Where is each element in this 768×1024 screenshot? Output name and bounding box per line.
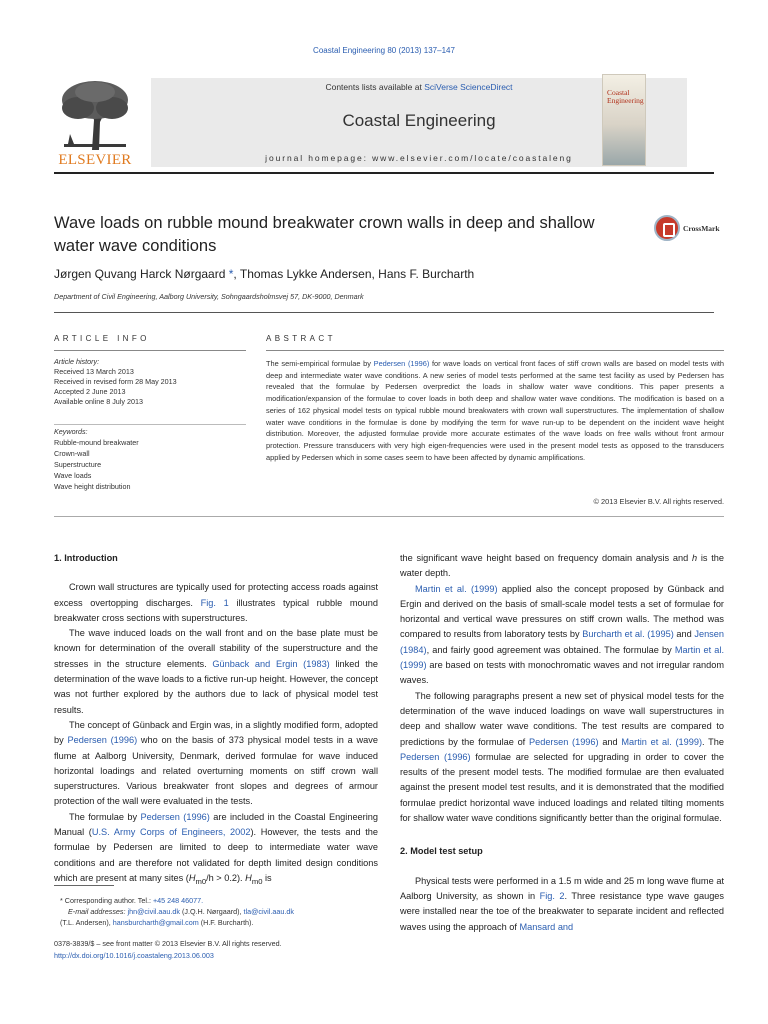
paragraph bbox=[400, 689, 724, 827]
copyright: © 2013 Elsevier B.V. All rights reserved. bbox=[593, 497, 724, 506]
text: . The bbox=[702, 736, 724, 747]
ref-link[interactable]: Pedersen (1996) bbox=[400, 751, 471, 762]
paragraph bbox=[54, 810, 378, 889]
text: (J.Q.H. Nørgaard), bbox=[179, 907, 244, 916]
footnote-line bbox=[54, 895, 378, 906]
text: Physical tests were performed in a 1.5 m wide and 25 m long wave flume at Aalborg University, as shown in bbox=[400, 875, 724, 901]
crossmark-button[interactable] bbox=[654, 215, 724, 245]
ref-link[interactable]: Günback and Ergin (1983) bbox=[212, 658, 330, 669]
text: and bbox=[598, 736, 622, 747]
history-item: Available online 8 July 2013 bbox=[54, 397, 143, 406]
crossmark-icon bbox=[654, 215, 680, 241]
phone-link[interactable]: +45 248 46077. bbox=[152, 896, 204, 905]
text: The following paragraphs present a new set of physical model tests for the determination of the wave induced loadings on wave wall superstructures in deep and shallow water wave conditions. The test results are compared to predictions by the formulae of bbox=[400, 690, 724, 747]
math: H bbox=[188, 872, 196, 883]
text: Crown wall structures are typically used for protecting access roads against excess overtopping discharges. bbox=[54, 582, 378, 608]
text: are included in the Coastal Engineering Manual ( bbox=[54, 811, 378, 838]
figure-link[interactable]: Fig. 2 bbox=[539, 890, 565, 901]
ref-link[interactable]: Pedersen (1996) bbox=[140, 811, 210, 822]
corresponding-author-link[interactable]: * bbox=[228, 267, 234, 281]
text: . Three resistance type wave gauges were installed near the toe of the breakwater to separate incident and reflected waves using the approach of bbox=[400, 890, 725, 932]
text: are based on tests with monochromatic waves and not irregular random waves. bbox=[400, 660, 724, 686]
ref-link[interactable]: Mansard and bbox=[519, 921, 574, 932]
math-sub: m0 bbox=[195, 876, 207, 886]
figure-link[interactable]: Fig. 1 bbox=[200, 597, 229, 608]
math: h bbox=[691, 553, 698, 563]
article-history bbox=[54, 357, 246, 407]
text: applied also the concept proposed by Günback and Ergin and derived on the basis of small-scale model tests a set of formulae for horizontal and vertical wave pressures on stiff crown walls. The method was compared to results from laboratory tests by bbox=[400, 583, 724, 640]
keywords bbox=[54, 426, 246, 492]
text: formulae are selected for upgrading in order to cover the results of the present model tests. The modified formulae are then evaluated against the present model test results, and it is demonstrated that the modified formulae predict horizontal wave induced loadings and related tilting moments for shallow water wave conditions significantly better than the original formulae. bbox=[400, 751, 724, 824]
contents-prefix: Contents lists available at bbox=[325, 82, 425, 92]
body-column-right bbox=[400, 551, 724, 935]
text: ). However, the tests and the formulae by Pedersen are limited to deep to intermediate water wave conditions and are therefore not validated for depth limited design conditions which are present at many sites ( bbox=[54, 827, 378, 883]
keyword: Rubble-mound breakwater bbox=[54, 438, 139, 447]
text: The concept of Günback and Ergin was, in a slightly modified form, adopted by bbox=[54, 719, 378, 746]
paragraph bbox=[54, 580, 378, 626]
ref-link[interactable]: Pedersen (1996) bbox=[528, 736, 599, 747]
crossmark-label: CrossMark bbox=[683, 224, 720, 233]
abstract-text bbox=[266, 358, 724, 463]
abstract-text-part: for wave loads on vertical front faces of stiff crown walls are based on model tests with deep and intermediate water wave conditions. A new series of model tests performed at the same test facility as used by Pedersen has revealed that the formulae by Pedersen overpredict the loads in shallow water wave conditions. This paper presents a modification/expansion of the formulae to cover loads in both deep and shallow water wave conditions. The modification is based on a series of 162 physical model tests on typical rubble mound breakwaters with crown wall superstructures. The implementation of shallow water wave conditions in the formulae is done by modifying the term for wave run-up to be dependent on the incident wave height distribution. Moreover, the adjusted formulae provide more accurate estimates of the wave loads on free walls without front armour protection. Pressure transducers with very high eigen-frequencies were used in the present model tests as opposed to the transducers applied by Pedersen which in some cases seem to have been affected by dynamic amplifications. bbox=[266, 359, 725, 462]
text: (T.L. Andersen), bbox=[60, 918, 113, 927]
elsevier-logo bbox=[54, 78, 136, 167]
text: is the water depth. bbox=[400, 553, 725, 579]
text: the significant wave height based on frequency domain analysis and bbox=[400, 553, 692, 563]
text: and bbox=[673, 629, 695, 640]
authors-rest: , Thomas Lykke Andersen, Hans F. Burcharth bbox=[233, 267, 475, 281]
abstract-text-part: The semi-empirical formulae by bbox=[266, 359, 374, 368]
footnote-rule bbox=[54, 885, 114, 886]
ref-link[interactable]: Jensen (1984) bbox=[400, 629, 724, 655]
ref-link[interactable]: Martin et al. (1999) bbox=[400, 644, 724, 671]
text: is bbox=[262, 872, 272, 883]
journal-homepage[interactable]: journal homepage: www.elsevier.com/locate/coastaleng bbox=[265, 153, 573, 163]
text: The formulae by bbox=[69, 811, 141, 822]
citation-link[interactable]: Coastal Engineering 80 (2013) 137–147 bbox=[313, 46, 455, 55]
divider bbox=[54, 516, 724, 517]
body-column-left bbox=[54, 551, 378, 889]
paragraph bbox=[54, 626, 378, 718]
section-heading: 1. Introduction bbox=[54, 553, 118, 563]
journal-title: Coastal Engineering bbox=[342, 111, 496, 130]
author-1: Jørgen Quvang Harck Nørgaard bbox=[54, 267, 226, 281]
math-sub: m0 bbox=[251, 876, 263, 886]
keyword: Wave height distribution bbox=[54, 482, 131, 491]
paragraph bbox=[400, 551, 724, 582]
divider bbox=[54, 350, 246, 351]
ref-link[interactable]: Pedersen (1996) bbox=[373, 359, 430, 368]
history-label: Article history: bbox=[54, 357, 100, 366]
authors bbox=[54, 267, 474, 281]
text: Corresponding author. Tel.: bbox=[62, 896, 153, 905]
text: , and fairly good agreement was obtained. The formulae by bbox=[426, 644, 675, 655]
paragraph bbox=[400, 582, 724, 689]
paragraph bbox=[400, 874, 724, 935]
front-matter bbox=[54, 938, 394, 962]
issn-line: 0378-3839/$ – see front matter © 2013 Elsevier B.V. All rights reserved. bbox=[54, 939, 282, 948]
tree-icon bbox=[54, 78, 136, 152]
footnote-line bbox=[54, 906, 378, 917]
email-link[interactable]: tla@civil.aau.dk bbox=[243, 907, 294, 916]
keyword: Wave loads bbox=[54, 471, 92, 480]
ref-link[interactable]: Burcharth et al. (1995) bbox=[582, 629, 674, 640]
publisher-name: ELSEVIER bbox=[58, 152, 132, 168]
keyword: Crown-wall bbox=[54, 449, 90, 458]
paragraph bbox=[54, 718, 378, 810]
text: The wave induced loads on the wall front and on the base plate must be known for determination of the overall stability of the superstructure and the stresses in the structure elements. bbox=[54, 628, 378, 669]
footnote bbox=[54, 895, 378, 928]
text: E-mail addresses: bbox=[68, 907, 128, 916]
header-rule bbox=[54, 172, 714, 174]
article-info-heading: ARTICLE INFO bbox=[54, 334, 150, 343]
history-item: Accepted 2 June 2013 bbox=[54, 387, 126, 396]
math: H bbox=[245, 872, 252, 883]
affiliation: Department of Civil Engineering, Aalborg University, Sohngaardsholmsvej 57, DK-9000, Denmark bbox=[54, 292, 364, 301]
text: linked the determination of the wave loads to a fictive run-up height. However, the concept was not further explored by the authors due to lack of physical model test results. bbox=[54, 658, 378, 715]
ref-link[interactable]: Martin et al. (1999) bbox=[621, 736, 703, 747]
keywords-label: Keywords: bbox=[54, 427, 88, 436]
section-heading: 2. Model test setup bbox=[400, 846, 483, 857]
email-link[interactable]: jhn@civil.aau.dk bbox=[127, 907, 180, 916]
footnote-line bbox=[54, 917, 378, 928]
history-item: Received 13 March 2013 bbox=[54, 367, 134, 376]
divider bbox=[266, 350, 724, 351]
journal-cover bbox=[602, 74, 646, 166]
text: (H.F. Burcharth). bbox=[198, 918, 254, 927]
divider bbox=[54, 424, 246, 425]
article-title: Wave loads on rubble mound breakwater crown walls in deep and shallow water wave conditions bbox=[54, 214, 595, 255]
text: /h > 0.2). bbox=[206, 872, 246, 883]
text: illustrates typical rubble mound breakwater cross sections with superstructures. bbox=[54, 597, 379, 623]
sciencedirect-link[interactable]: SciVerse ScienceDirect bbox=[424, 82, 513, 92]
divider bbox=[54, 312, 714, 313]
footnote-star: * bbox=[60, 896, 63, 905]
doi-link[interactable]: http://dx.doi.org/10.1016/j.coastaleng.2013.06.003 bbox=[54, 951, 214, 960]
cover-title: Coastal Engineering bbox=[607, 88, 644, 105]
ref-link[interactable]: Pedersen (1996) bbox=[67, 735, 138, 746]
history-item: Received in revised form 28 May 2013 bbox=[54, 377, 177, 386]
text: who on the basis of 373 physical model tests in a wave flume at Aalborg University, Denmark, derived formulae for wave induced horizontal loadings and related overturning moments on stiff crown wall superstructures. Various breakwater front slopes and degrees of armour protection of the wall were evaluated in the tests. bbox=[54, 735, 378, 807]
keyword: Superstructure bbox=[54, 460, 102, 469]
ref-link[interactable]: U.S. Army Corps of Engineers, 2002 bbox=[91, 827, 251, 838]
email-link[interactable]: hansburcharth@gmail.com bbox=[112, 918, 199, 927]
abstract-heading: ABSTRACT bbox=[266, 334, 336, 343]
ref-link[interactable]: Martin et al. (1999) bbox=[415, 583, 498, 594]
